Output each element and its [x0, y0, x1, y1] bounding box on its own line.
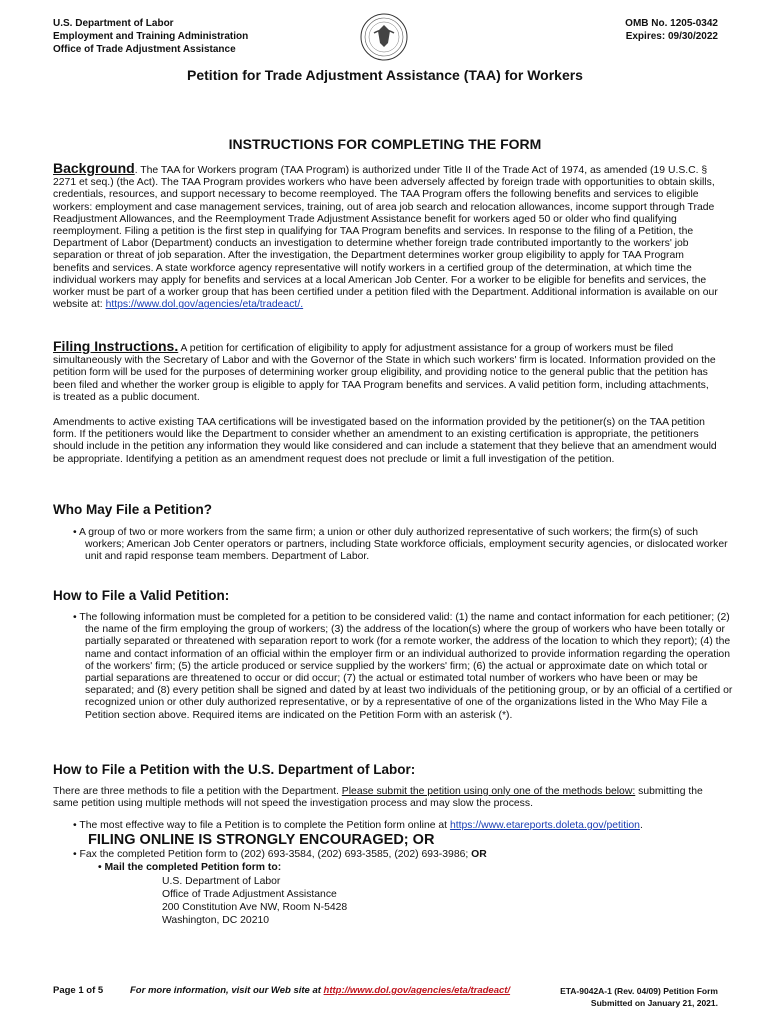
background-heading: Background — [53, 160, 135, 176]
expiration-date: Expires: 09/30/2022 — [625, 31, 718, 42]
valid-petition-text: The following information must be completed for a petition to be considered valid: (1) the name and contact information for each petitioner; (2) the name of the firm employing the group of workers; (3) the address of the location(s) where the group of workers who have been totally or partially separated or threatened with separation report to work (for a remote worker, the address of the location to which they report); (4) the name and contact information of an official within the employer firm or an individual authorized to provide information regarding the operation of the workers' firm; (5) the article produced or service supplied by the workers' firm; (6) the actual or approximate date on which total or partial separations are threatened to occur or did occur; (7) the actual or estimated total number of workers who have been or may be separated; and (8) every petition shall be signed and dated by at least two individuals of the petitioning group, or by an official of a certified or recognized union or other duly authorized representative, or by a representative of one of the organizations listed in the Who May File a Petition section above. Required items are indicated on the Petition Form with an asterisk (*). — [79, 612, 733, 721]
tradeact-link[interactable]: https://www.dol.gov/agencies/eta/tradeact/. — [105, 299, 304, 311]
online-end: . — [639, 820, 643, 831]
mail-text: Mail the completed Petition form to: — [104, 862, 282, 873]
agency-line: Employment and Training Administration — [53, 31, 249, 42]
footer-info-text: For more information, visit our Web site at — [130, 985, 324, 996]
omb-number: OMB No. 1205-0342 — [625, 18, 718, 29]
valid-petition-heading: How to File a Valid Petition: — [53, 588, 230, 603]
who-may-file-text: A group of two or more workers from the same firm; a union or other duly authorized representative of such workers; the firm(s) of such workers; American Job Center operators or partners, including State workforce officials, employment security agencies, or dislocated worker unit and rapid response team members. Department of Labor. — [78, 527, 728, 563]
form-id: ETA-9042A-1 (Rev. 04/09) Petition Form — [560, 986, 718, 996]
mail-bullet: • Mail the completed Petition form to: — [98, 862, 282, 873]
agency-line: Office of Trade Adjustment Assistance — [53, 44, 236, 55]
filing-heading: Filing Instructions. — [53, 338, 179, 354]
address-line: Office of Trade Adjustment Assistance — [162, 889, 337, 900]
filing-section — [53, 340, 718, 404]
dol-intro — [53, 786, 718, 810]
dol-intro-text: There are three methods to file a petition with the Department. — [53, 786, 342, 797]
address-line: U.S. Department of Labor — [162, 876, 281, 887]
online-bullet: • The most effective way to file a Petition is to complete the Petition form online at https://www.etareports.doleta.gov/petition. — [73, 820, 643, 831]
dol-seal-icon — [360, 13, 408, 61]
fax-text: Fax the completed Petition form to (202) 693-3584, (202) 693-3585, (202) 693-3986; — [79, 849, 469, 860]
background-text: . The TAA for Workers program (TAA Program) is authorized under Title II of the Trade Act of 1974, as amended (19 U.S.C. § 2271 et seq.) (the Act). The TAA Program provides workers who have been adversely affected by foreign trade with opportunities to obtain skills, credentials, resources, and support necessary to become reemployed. The TAA Program offers the following benefits and services to eligible workers: employment and case management services, training, out of area job search and relocation allowances, income support through Trade Readjustment Allowances, and the Reemployment Trade Adjustment Assistance benefit for workers aged 50 or older who find qualifying reemployment. Filing a petition is the first step in qualifying for TAA Program benefits and services. In response to the filing of a Petition, the Department of Labor (Department) conducts an investigation to determine whether foreign trade contributed importantly to the workers' job separation or threat of job separation. After the investigation, the Department determines worker group eligibility to apply for TAA Program benefits and services. A state workforce agency representative will notify workers in a certified group of the determination, at which time the individual workers may apply for benefits and services at a local American Job Center. For a worker to be eligible for benefits and services, the worker must be part of a worker group that has been certified under a petition filed with the Department. Additional information is available on our website at: — [53, 165, 718, 311]
page-number: Page 1 of 5 — [53, 985, 104, 996]
dol-intro-end: submitting the same petition using multiple methods will not speed the investigation process and may slow the process. — [53, 786, 703, 810]
footer-tradeact-link[interactable]: http://www.dol.gov/agencies/eta/tradeact/ — [323, 985, 511, 996]
omb-block — [625, 17, 718, 43]
fax-bullet: • Fax the completed Petition form to (202) 693-3584, (202) 693-3585, (202) 693-3986; OR — [73, 849, 487, 860]
dol-intro-emphasis: Please submit the petition using only one of the methods below: — [341, 786, 636, 797]
who-may-file-bullet: • A group of two or more workers from the same firm; a union or other duly authorized representative of such workers; the firm(s) of such workers; American Job Center operators or partners, including State workforce officials, employment security agencies, or dislocated worker unit and rapid response team members. Department of Labor. — [73, 527, 728, 563]
etareports-link[interactable]: https://www.etareports.doleta.gov/petition — [449, 820, 640, 831]
filing-text: A petition for certification of eligibility to apply for adjustment assistance for a group of workers must be filed simultaneously with the Secretary of Labor and with the Governor of the State in which such workers' firm is located. Information provided on the petition form will be used for the purposes of determining worker group eligibility, and providing notice to the general public that the petition has been filed and whether the worker group is eligible to apply for TAA Program benefits and services. A valid petition form, including attachments, is treated as a public document. — [53, 343, 716, 403]
background-section — [53, 162, 718, 311]
address-line: Washington, DC 20210 — [162, 915, 270, 926]
amendments-paragraph: Amendments to active existing TAA certifications will be investigated based on the information provided by the petitioner(s) on the TAA petition form. If the petitioners would like the Department to consider whether an amendment to an existing certification is appropriate, the petitioners should include in the petition any information they would like considered and can include a statement that they believe that an amendment would be appropriate. Identifying a petition as an amendment request does not preclude or limit a full investigation of the petition. — [53, 417, 717, 465]
online-text: The most effective way to file a Petition is to complete the Petition form online at — [79, 820, 450, 831]
valid-petition-bullet: • The following information must be completed for a petition to be considered valid: (1) the name and contact information for each petitioner; (2) the name of the firm employing the group of workers; (3) the address of the location(s) where the group of workers who have been totally or partially separated or threatened with separation report to work (for a remote worker, the address of the location to which they report); (4) the name and contact information of an official within the employer firm or an individual authorized to provide information regarding the operation of the workers' firm; (5) the article produced or service supplied by the workers' firm; (6) the actual or approximate date on which total or partial separations are threatened to occur or did occur; (7) the actual or estimated total number of workers who have been or may be separated; and (8) every petition shall be signed and dated by at least two individuals of the petitioning group, or by an official of a certified or recognized union or other duly authorized representative, or by a representative of one of the organizations listed in the Who May File a Petition section above. Required items are indicated on the Petition Form with an asterisk (*). — [73, 612, 733, 721]
mailing-address — [162, 875, 347, 927]
agency-line: U.S. Department of Labor — [53, 18, 174, 29]
fax-or: OR — [471, 849, 487, 860]
online-encouraged: FILING ONLINE IS STRONGLY ENCOURAGED; OR — [88, 832, 435, 848]
who-may-file-heading: Who May File a Petition? — [53, 502, 213, 517]
footer-info — [130, 985, 510, 996]
page-title: Petition for Trade Adjustment Assistance (TAA) for Workers — [187, 67, 583, 83]
dol-filing-heading: How to File a Petition with the U.S. Department of Labor: — [53, 762, 416, 777]
instructions-heading: INSTRUCTIONS FOR COMPLETING THE FORM — [228, 136, 542, 152]
submitted-date: Submitted on January 21, 2021. — [590, 998, 718, 1008]
address-line: 200 Constitution Ave NW, Room N-5428 — [162, 902, 348, 913]
agency-block — [53, 17, 248, 56]
form-id-block — [560, 985, 718, 1009]
